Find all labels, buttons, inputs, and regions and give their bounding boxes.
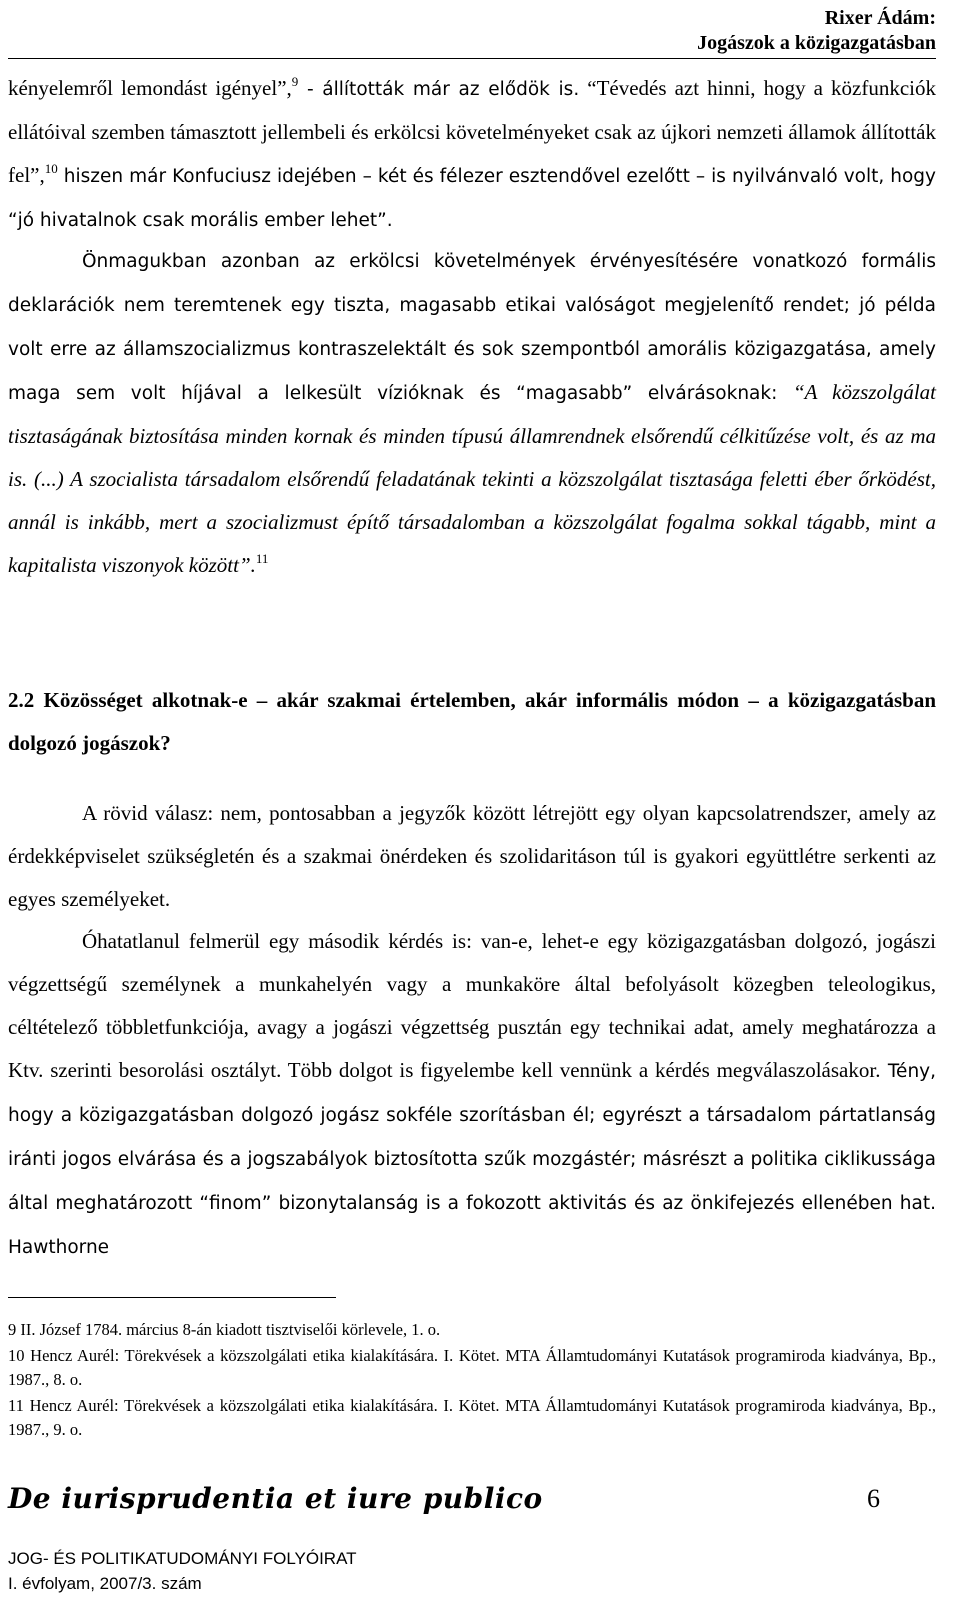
- journal-subtitle: JOG- ÉS POLITIKATUDOMÁNYI FOLYÓIRAT: [8, 1549, 357, 1568]
- footnote-10: 10 Hencz Aurél: Törekvések a közszolgálati etika kialakítására. I. Kötet. MTA Államtudományi Kutatások programiroda kiadványa, Bp., 1987., 8. o.: [8, 1346, 936, 1389]
- journal-info: [8, 1546, 357, 1596]
- section-heading: 2.2 Közösséget alkotnak-e – akár szakmai értelemben, akár informális módon – a közigazgatásban dolgozó jogászok?: [8, 688, 936, 755]
- footnote-rule: [8, 1297, 336, 1298]
- header-rule: [8, 58, 936, 59]
- footnote-9: 9 II. József 1784. március 8-án kiadott tisztviselői körlevele, 1. o.: [8, 1320, 441, 1339]
- p3-text: A rövid válasz: nem, pontosabban a jegyzők között létrejött egy olyan kapcsolatrendszer, amely az érdekképviselet szükségletén és a szakmai önérdeken és szolidaritáson túl is gyakori együttlétre serkenti az egyes személyeket.: [8, 801, 936, 911]
- paragraph-4: [8, 920, 936, 1269]
- footnote-ref-9: 9: [291, 74, 299, 89]
- paragraph-3: [8, 792, 936, 921]
- running-header: [697, 6, 936, 56]
- paragraph-1: [8, 67, 936, 242]
- p2-text: Önmagukban azonban az erkölcsi követelmények érvényesítésére vonatkozó formális deklarációk nem teremtenek egy tiszta, magasabb etikai valóságot megjelenítő rendet; jó példa volt erre az államszocializmus kontraszelektált és sok szempontból amorális közigazgatása, amely maga sem volt híjával a lelkesült vízióknak és “magasabb” elvárásoknak:: [8, 251, 936, 404]
- p4-text-2: Tény, hogy a közigazgatásban dolgozó jogász sokféle szorításban él; egyrészt a társadalom pártatlanság iránti jogos elvárása és a jogszabályok biztosította szűk mozgástér; másrészt a politika ciklikussága által meghatározott “finom” bizonytalanság is a fokozott aktivitás és az önkifejezés ellenében hat. Hawthorne: [8, 1061, 936, 1258]
- footnote-ref-10: 10: [44, 161, 58, 176]
- header-title: Jogászok a közigazgatásban: [697, 32, 936, 54]
- journal-issue: I. évfolyam, 2007/3. szám: [8, 1574, 202, 1593]
- p1-sentence-2: - állították már az elődök is.: [298, 79, 580, 100]
- p4-text-1: Óhatatlanul felmerül egy második kérdés is: van-e, lehet-e egy közigazgatásban dolgozó, jogászi végzettségű személynek a munkahelyén vagy a munkaköre által befolyásolt közegben teleologikus, céltételező többletfunkciója, avagy a jogászi végzettség pusztán egy technikai adat, amely meghatározza a Ktv. szerinti besorolási osztályt. Több dolgot is figyelembe kell vennünk a kérdés megválaszolásakor.: [8, 929, 936, 1082]
- p1-sentence-1: kényelemről lemondást igényel”,: [8, 76, 292, 100]
- footnote-11: 11 Hencz Aurél: Törekvések a közszolgálati etika kialakítására. I. Kötet. MTA Államtudományi Kutatások programiroda kiadványa, Bp., 1987., 9. o.: [8, 1396, 936, 1439]
- paragraph-2: [8, 239, 936, 587]
- footnotes: [8, 1318, 936, 1444]
- p2-quote: “A közszolgálat tisztaságának biztosítása minden kornak és minden típusú államrendnek elsőrendű célkitűzése volt, és az ma is. (...) A szocialista társadalom elsőrendű feladatának tekinti a közszolgálat tisztasága feletti éber őrködést, annál is inkább, mert a szocializmust építő társadalomban a közszolgálat fogalma sokkal tágabb, mint a kapitalista viszonyok között”.: [8, 380, 937, 577]
- p1-sentence-4: hiszen már Konfuciusz idejében – két és félezer esztendővel ezelőtt – is nyilvánvaló volt, hogy “jó hivatalnok csak morális ember lehet”.: [8, 166, 936, 231]
- section-heading-block: [8, 679, 936, 765]
- p1-sentence-3: “Tévedés azt hinni, hogy a közfunkciók ellátóival szemben támasztott jellembeli és erkölcsi követelményeket csak az újkori nemzeti államok állították fel”,: [8, 76, 936, 187]
- journal-title: De iurisprudentia et iure publico: [8, 1482, 543, 1515]
- page-number: 6: [867, 1484, 880, 1513]
- footnote-ref-11: 11: [255, 551, 269, 566]
- header-author: Rixer Ádám:: [824, 7, 936, 29]
